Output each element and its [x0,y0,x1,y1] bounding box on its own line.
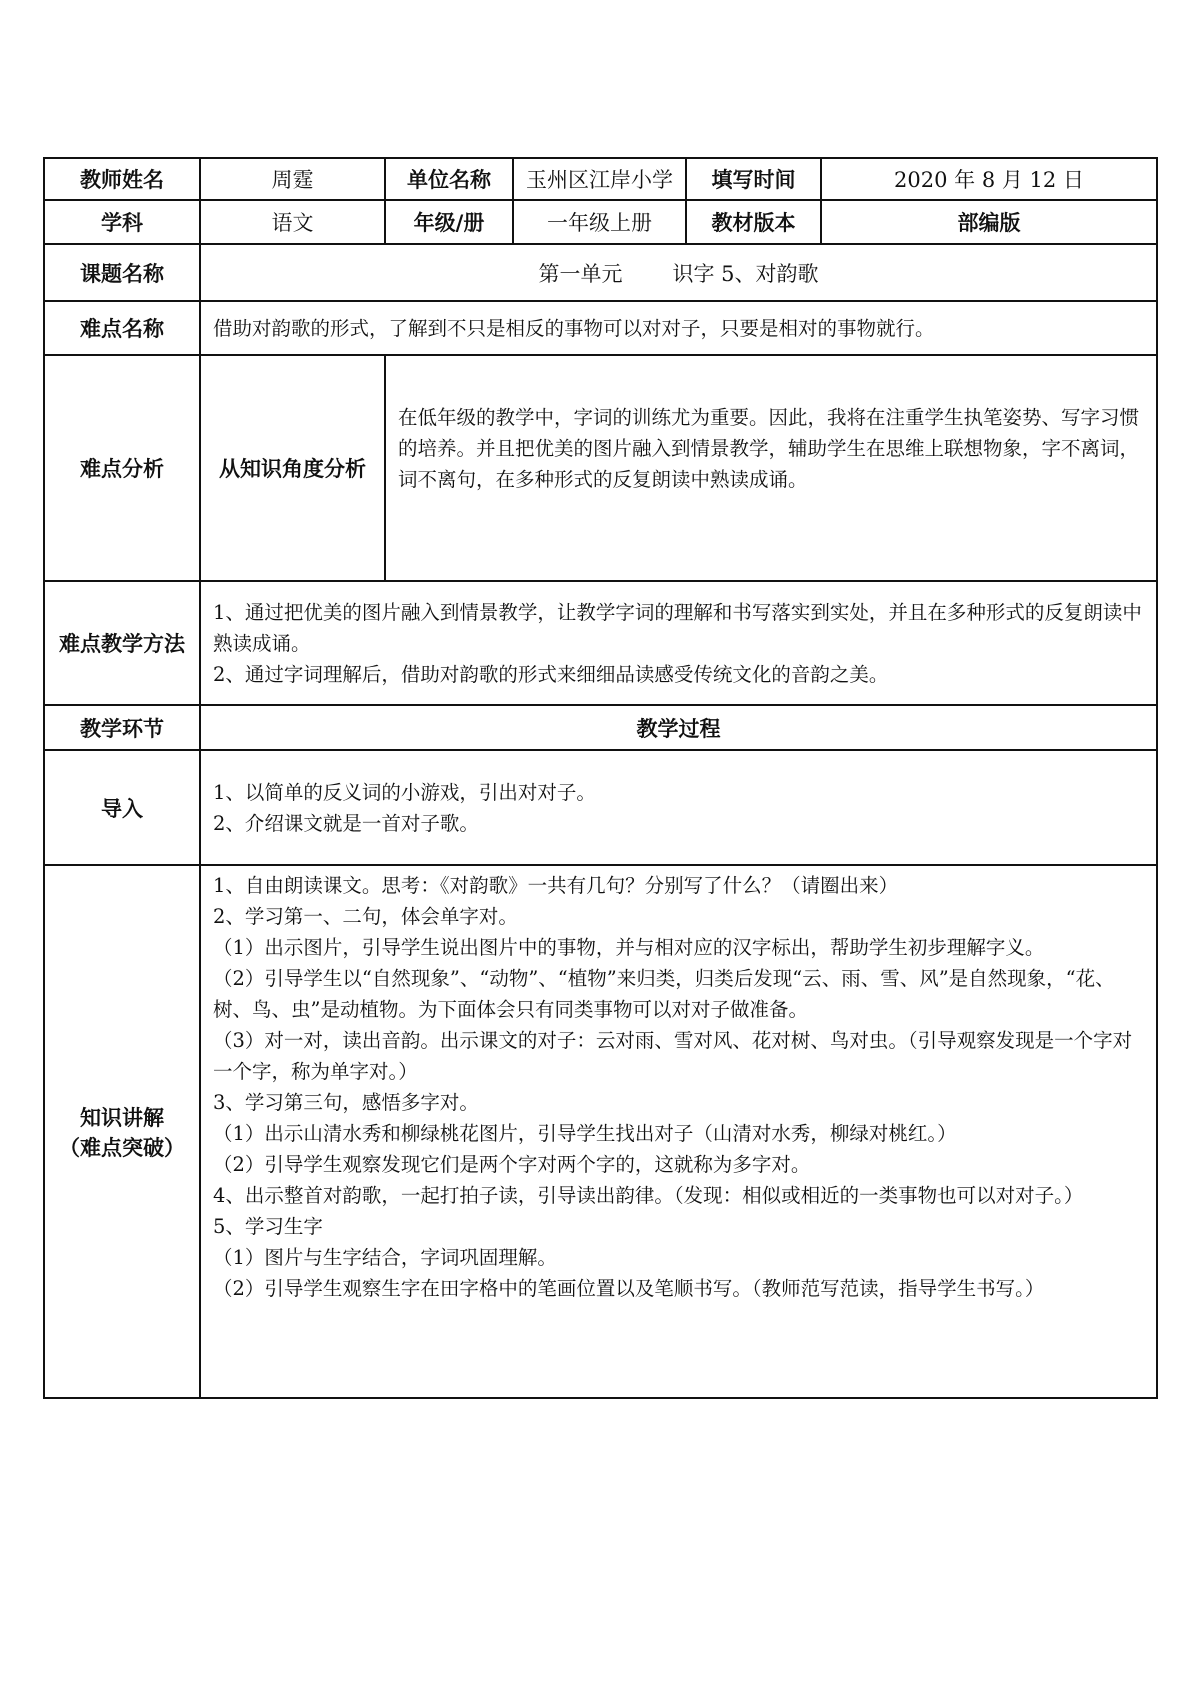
knowledge-line: 4、出示整首对韵歌，一起打拍子读，引导读出韵律。（发现：相似或相近的一类事物也可以对对子。） [213,1184,1084,1207]
unit-name-value: 玉州区江岸小学 [513,158,686,200]
method-label: 难点教学方法 [44,581,200,705]
knowledge-line: （2）引导学生观察生字在田字格中的笔画位置以及笔顺书写。（教师范写范读，指导学生书写。） [213,1277,1045,1300]
method-text [200,581,1157,705]
knowledge-row [44,865,1157,1398]
lesson-plan-sheet [43,157,1156,1399]
process-header-row [44,705,1157,750]
difficulty-text: 借助对韵歌的形式，了解到不只是相反的事物可以对对子，只要是相对的事物就行。 [200,301,1157,355]
analysis-text: 在低年级的教学中，字词的训练尤为重要。因此，我将在注重学生执笔姿势、写字习惯的培养。并且把优美的图片融入到情景教学，辅助学生在思维上联想物象，字不离词，词不离句，在多种形式的反复朗读中熟读成诵。 [385,355,1157,581]
knowledge-label-line-2: （难点突破） [59,1135,185,1160]
header-row-2 [44,200,1157,244]
method-line-2: 2、通过字词理解后，借助对韵歌的形式来细细品读感受传统文化的音韵之美。 [213,662,889,686]
intro-row [44,750,1157,865]
knowledge-label [44,865,200,1398]
teacher-name-label: 教师姓名 [44,158,200,200]
knowledge-line: （1）出示山清水秀和柳绿桃花图片，引导学生找出对子（山清对水秀，柳绿对桃红。） [213,1122,957,1145]
edition-value: 部编版 [821,200,1157,244]
fill-date-value: 2020 年 8 月 12 日 [821,158,1157,200]
intro-line-2: 2、介绍课文就是一首对子歌。 [213,811,479,835]
knowledge-line: 5、学习生字 [213,1215,323,1238]
analysis-row [44,355,1157,581]
knowledge-line: 2、学习第一、二句，体会单字对。 [213,905,518,928]
knowledge-line: （2）引导学生以“自然现象”、“动物”、“植物”来归类，归类后发现“云、雨、雪、风”是自然现象，“花、树、鸟、虫”是动植物。为下面体会只有同类事物可以对对子做准备。 [213,967,1115,1021]
topic-lesson: 识字 5、对韵歌 [672,261,819,286]
teacher-name-value: 周霆 [200,158,385,200]
knowledge-line: 3、学习第三句，感悟多字对。 [213,1091,479,1114]
topic-label: 课题名称 [44,244,200,301]
stage-label: 教学环节 [44,705,200,750]
knowledge-label-line-1: 知识讲解 [80,1105,164,1130]
intro-text [200,750,1157,865]
knowledge-line: （1）图片与生字结合，字词巩固理解。 [213,1246,557,1269]
topic-unit: 第一单元 [538,261,623,286]
difficulty-label: 难点名称 [44,301,200,355]
intro-label: 导入 [44,750,200,865]
unit-name-label: 单位名称 [385,158,513,200]
analysis-angle-label: 从知识角度分析 [200,355,385,581]
process-label: 教学过程 [200,705,1157,750]
topic-row [44,244,1157,301]
topic-value [200,244,1157,301]
difficulty-row [44,301,1157,355]
knowledge-line: （2）引导学生观察发现它们是两个字对两个字的，这就称为多字对。 [213,1153,811,1176]
subject-label: 学科 [44,200,200,244]
method-row [44,581,1157,705]
analysis-label: 难点分析 [44,355,200,581]
method-line-1: 1、通过把优美的图片融入到情景教学，让教学字词的理解和书写落实到实处，并且在多种形式的反复朗读中熟读成诵。 [213,600,1142,655]
fill-date-label: 填写时间 [686,158,821,200]
knowledge-line: （1）出示图片，引导学生说出图片中的事物，并与相对应的汉字标出，帮助学生初步理解字义。 [213,936,1045,959]
knowledge-line: 1、自由朗读课文。思考：《对韵歌》一共有几句？分别写了什么？（请圈出来） [213,874,899,897]
grade-value: 一年级上册 [513,200,686,244]
edition-label: 教材版本 [686,200,821,244]
header-row-1 [44,158,1157,200]
intro-line-1: 1、以简单的反义词的小游戏，引出对对子。 [213,780,596,804]
knowledge-text [200,865,1157,1398]
lesson-plan-table [43,157,1158,1399]
knowledge-line: （3）对一对，读出音韵。出示课文的对子：云对雨、雪对风、花对树、鸟对虫。（引导观察发现是一个字对一个字，称为单字对。） [213,1029,1133,1083]
subject-value: 语文 [200,200,385,244]
grade-label: 年级/册 [385,200,513,244]
